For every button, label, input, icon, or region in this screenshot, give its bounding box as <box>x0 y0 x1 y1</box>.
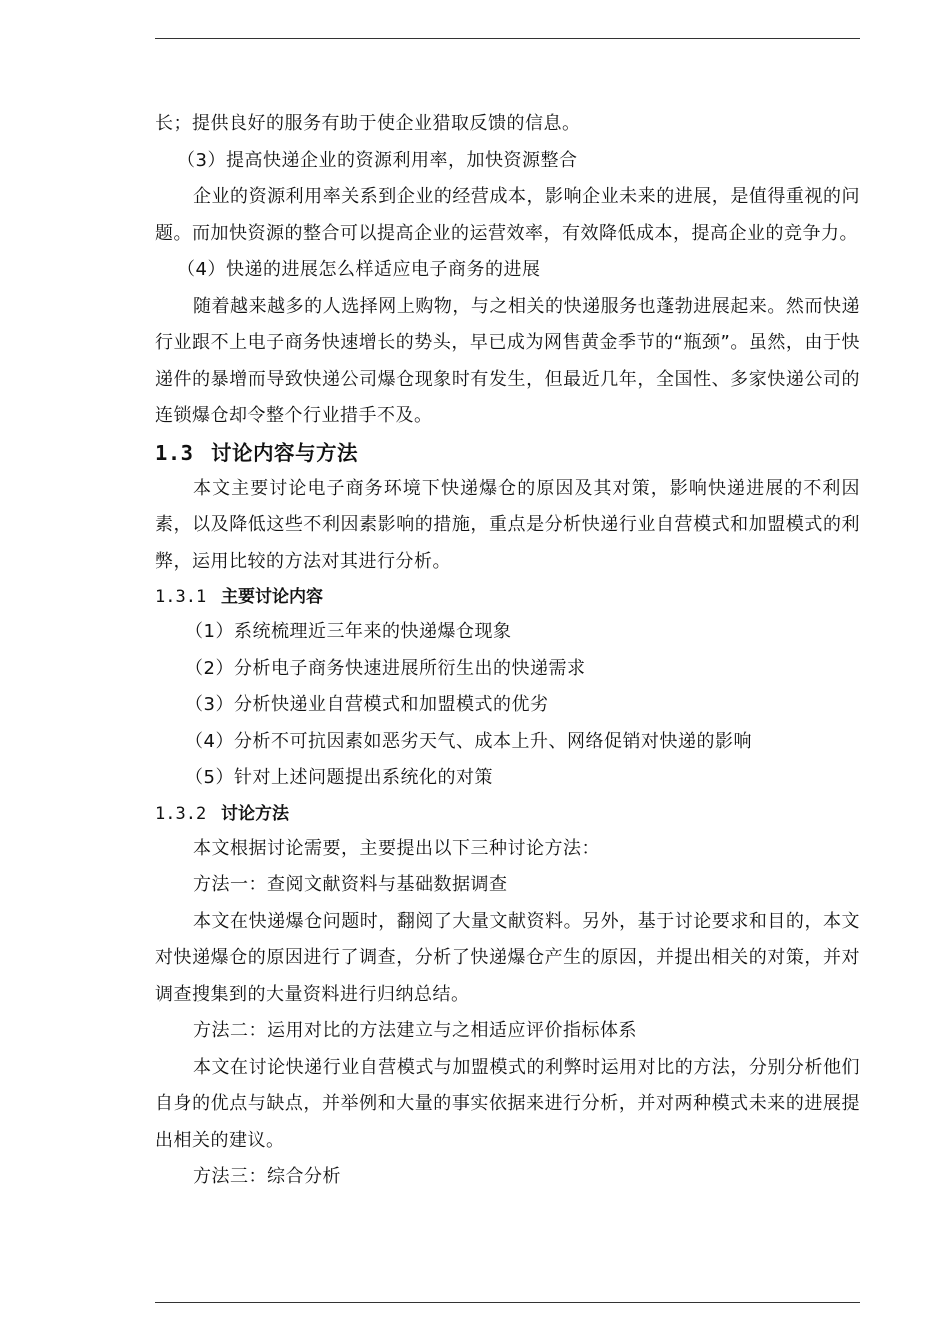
subsection-number: 1.3.2 <box>155 803 207 824</box>
section-heading-1-3 <box>155 435 860 471</box>
footer-rule <box>155 1302 860 1303</box>
list-item: （3）分析快递业自营模式和加盟模式的优劣 <box>185 694 549 715</box>
method-3-title: 方法三：综合分析 <box>193 1166 341 1187</box>
paragraph-continuation: 长；提供良好的服务有助于使企业猎取反馈的信息。 <box>155 113 581 134</box>
list-item: （2）分析电子商务快速进展所衍生出的快递需求 <box>185 657 586 679</box>
subsection-heading-1-3-1 <box>155 580 860 614</box>
page-content <box>155 106 860 1196</box>
subsection-title: 讨论方法 <box>221 803 289 824</box>
paragraph-resource: 企业的资源利用率关系到企业的经营成本，影响企业未来的进展，是值得重视的问题。而加快资源的整合可以提高企业的运营效率，有效降低成本，提高企业的竞争力。 <box>155 186 860 244</box>
method-2-body: 本文在讨论快递行业自营模式与加盟模式的利弊时运用对比的方法，分别分析他们自身的优点与缺点，并举例和大量的事实依据来进行分析，并对两种模式未来的进展提出相关的建议。 <box>155 1056 860 1151</box>
subsection-number: 1.3.1 <box>155 587 207 607</box>
section-title: 讨论内容与方法 <box>211 440 358 465</box>
section-intro: 本文主要讨论电子商务环境下快递爆仓的原因及其对策，影响快递进展的不利因素，以及降低这些不利因素影响的措施，重点是分析快递行业自营模式和加盟模式的利弊，运用比较的方法对其进行分析。 <box>155 477 860 572</box>
method-1-title: 方法一：查阅文献资料与基础数据调查 <box>193 874 508 895</box>
subsection-heading-1-3-2 <box>155 797 860 831</box>
list-item-3: （3）提高快递企业的资源利用率，加快资源整合 <box>177 149 578 171</box>
list-item: （5）针对上述问题提出系统化的对策 <box>185 767 493 788</box>
methods-intro: 本文根据讨论需要，主要提出以下三种讨论方法： <box>193 837 600 859</box>
method-1-body: 本文在快递爆仓问题时，翻阅了大量文献资料。另外，基于讨论要求和目的，本文对快递爆仓的原因进行了调查，分析了快递爆仓产生的原因，并提出相关的对策，并对调查搜集到的大量资料进行归纳总结。 <box>155 910 860 1005</box>
paragraph-online-shopping: 随着越来越多的人选择网上购物，与之相关的快递服务也蓬勃进展起来。然而快递行业跟不上电子商务快速增长的势头，早已成为网售黄金季节的“瓶颈”。虽然，由于快递件的暴增而导致快递公司爆仓现象时有发生，但最近几年，全国性、多家快递公司的连锁爆仓却令整个行业措手不及。 <box>155 295 860 426</box>
section-number: 1.3 <box>155 440 194 465</box>
header-rule <box>155 38 860 39</box>
subsection-title: 主要讨论内容 <box>221 587 323 607</box>
list-item-4: （4）快递的进展怎么样适应电子商务的进展 <box>177 259 541 280</box>
list-item: （4）分析不可抗因素如恶劣天气、成本上升、网络促销对快递的影响 <box>185 730 752 752</box>
list-item: （1）系统梳理近三年来的快递爆仓现象 <box>185 621 512 642</box>
method-2-title: 方法二：运用对比的方法建立与之相适应评价指标体系 <box>193 1020 637 1041</box>
